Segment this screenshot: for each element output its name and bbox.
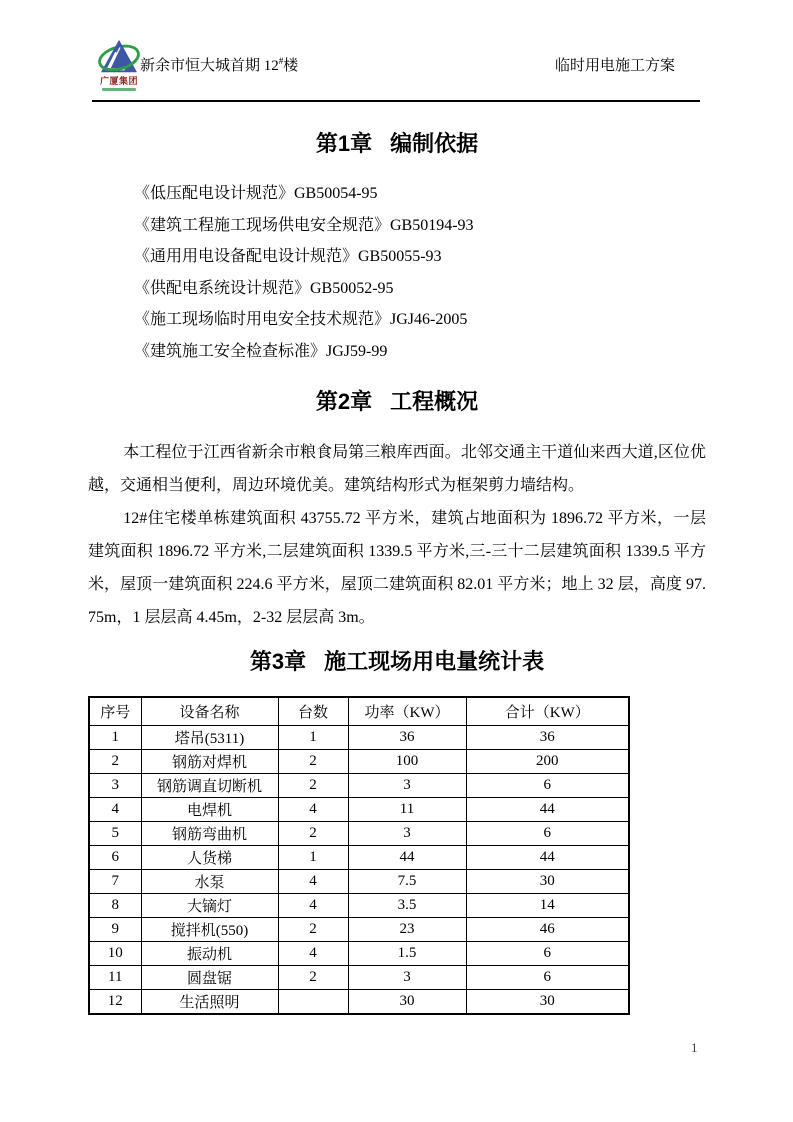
cell-equipment-name: 生活照明 xyxy=(141,990,278,1015)
cell-quantity: 2 xyxy=(278,774,348,798)
cell-index: 10 xyxy=(89,942,141,966)
cell-index: 11 xyxy=(89,966,141,990)
cell-power: 3 xyxy=(348,822,466,846)
cell-quantity: 2 xyxy=(278,966,348,990)
project-overview xyxy=(88,436,706,634)
cell-power: 23 xyxy=(348,918,466,942)
page-header xyxy=(92,38,700,102)
chapter1-title xyxy=(88,127,706,161)
cell-total: 6 xyxy=(466,966,629,990)
chapter2-number: 第2章 xyxy=(315,389,373,414)
chapter3-name: 施工现场用电量统计表 xyxy=(324,649,545,674)
cell-equipment-name: 人货梯 xyxy=(141,846,278,870)
cell-equipment-name: 钢筋调直切断机 xyxy=(141,774,278,798)
cell-equipment-name: 圆盘锯 xyxy=(141,966,278,990)
cell-power: 3 xyxy=(348,966,466,990)
cell-equipment-name: 钢筋对焊机 xyxy=(141,750,278,774)
cell-total: 46 xyxy=(466,918,629,942)
overview-paragraph: 12#住宅楼单栋建筑面积 43755.72 平方米，建筑占地面积为 1896.72 平方米，一层建筑面积 1896.72 平方米,二层建筑面积 1339.5 平方米,三-三十二层建筑面积 1339.5 平方米，屋顶一建筑面积 224.6 平方米，屋顶二建筑面积 82.01 平方米；地上 32 层，高度 97.75m，1 层层高 4.45m，2-32 层层高 3m。 xyxy=(88,510,706,626)
table-row xyxy=(89,798,629,822)
cell-equipment-name: 塔吊(5311) xyxy=(141,726,278,750)
cell-quantity: 4 xyxy=(278,798,348,822)
chapter3-number: 第3章 xyxy=(249,649,307,674)
col-header-equipment: 设备名称 xyxy=(141,697,278,726)
cell-total: 36 xyxy=(466,726,629,750)
cell-index: 3 xyxy=(89,774,141,798)
cell-index: 8 xyxy=(89,894,141,918)
cell-index: 2 xyxy=(89,750,141,774)
table-row xyxy=(89,894,629,918)
cell-total: 6 xyxy=(466,942,629,966)
cell-total: 30 xyxy=(466,870,629,894)
power-usage-table xyxy=(88,696,630,1015)
cell-quantity: 4 xyxy=(278,870,348,894)
chapter1-number: 第1章 xyxy=(315,131,373,156)
cell-power: 30 xyxy=(348,990,466,1015)
chapter2-name: 工程概况 xyxy=(390,389,479,414)
chapter2-title xyxy=(88,385,706,419)
cell-index: 1 xyxy=(89,726,141,750)
chapter1-name: 编制依据 xyxy=(390,131,479,156)
cell-total: 6 xyxy=(466,822,629,846)
cell-power: 3 xyxy=(348,774,466,798)
table-row xyxy=(89,942,629,966)
cell-equipment-name: 钢筋弯曲机 xyxy=(141,822,278,846)
cell-quantity: 2 xyxy=(278,750,348,774)
cell-quantity xyxy=(278,990,348,1015)
cell-total: 14 xyxy=(466,894,629,918)
cell-power: 36 xyxy=(348,726,466,750)
header-project-title-text: 新余市恒大城首期 12 xyxy=(140,58,279,74)
table-row xyxy=(89,870,629,894)
cell-index: 7 xyxy=(89,870,141,894)
reference-item: 《建筑工程施工现场供电安全规范》GB50194-93 xyxy=(134,216,474,234)
table-row xyxy=(89,918,629,942)
cell-index: 12 xyxy=(89,990,141,1015)
cell-total: 30 xyxy=(466,990,629,1015)
reference-item: 《低压配电设计规范》GB50054-95 xyxy=(134,185,378,202)
cell-power: 1.5 xyxy=(348,942,466,966)
table-row xyxy=(89,726,629,750)
overview-paragraph: 本工程位于江西省新余市粮食局第三粮库西面。北邻交通主干道仙来西大道,区位优越，交通相当便利，周边环境优美。建筑结构形式为框架剪力墙结构。 xyxy=(88,444,706,494)
cell-index: 6 xyxy=(89,846,141,870)
reference-item: 《施工现场临时用电安全技术规范》JGJ46-2005 xyxy=(134,311,468,328)
cell-quantity: 2 xyxy=(278,822,348,846)
col-header-count: 台数 xyxy=(278,697,348,726)
cell-power: 100 xyxy=(348,750,466,774)
cell-power: 7.5 xyxy=(348,870,466,894)
cell-quantity: 4 xyxy=(278,942,348,966)
table-row xyxy=(89,990,629,1015)
header-superscript: # xyxy=(278,56,284,66)
cell-quantity: 2 xyxy=(278,918,348,942)
header-project-title-suffix: 楼 xyxy=(283,58,299,74)
power-table-header xyxy=(89,697,629,726)
cell-total: 200 xyxy=(466,750,629,774)
col-header-power: 功率（KW） xyxy=(348,697,466,726)
col-header-total: 合计（KW） xyxy=(466,697,629,726)
cell-total: 44 xyxy=(466,798,629,822)
table-row xyxy=(89,846,629,870)
table-row xyxy=(89,822,629,846)
header-doc-type: 临时用电施工方案 xyxy=(554,58,675,74)
cell-equipment-name: 电焊机 xyxy=(141,798,278,822)
cell-index: 5 xyxy=(89,822,141,846)
logo-company-name: 广厦集团 xyxy=(99,76,138,86)
company-logo xyxy=(96,38,142,91)
header-project-title xyxy=(140,54,298,75)
cell-quantity: 1 xyxy=(278,726,348,750)
cell-power: 11 xyxy=(348,798,466,822)
cell-quantity: 4 xyxy=(278,894,348,918)
reference-item: 《建筑施工安全检查标准》JGJ59-99 xyxy=(134,342,388,360)
col-header-index: 序号 xyxy=(89,697,141,726)
cell-equipment-name: 振动机 xyxy=(141,942,278,966)
reference-item: 《供配电系统设计规范》GB50052-95 xyxy=(134,279,394,297)
cell-equipment-name: 水泵 xyxy=(141,870,278,894)
cell-quantity: 1 xyxy=(278,846,348,870)
cell-equipment-name: 搅拌机(550) xyxy=(141,918,278,942)
cell-power: 44 xyxy=(348,846,466,870)
reference-item: 《通用用电设备配电设计规范》GB50055-93 xyxy=(134,248,442,265)
table-header-row xyxy=(89,697,629,726)
cell-index: 4 xyxy=(89,798,141,822)
cell-index: 9 xyxy=(89,918,141,942)
page-number: 1 xyxy=(691,1040,698,1055)
table-row xyxy=(89,774,629,798)
cell-equipment-name: 大镝灯 xyxy=(141,894,278,918)
cell-total: 44 xyxy=(466,846,629,870)
cell-total: 6 xyxy=(466,774,629,798)
logo-subtext-line xyxy=(102,88,136,91)
table-row xyxy=(89,966,629,990)
chapter3-title xyxy=(88,645,706,679)
mountain-logo-icon xyxy=(97,38,141,76)
power-table-body xyxy=(89,726,629,1015)
table-row xyxy=(89,750,629,774)
cell-power: 3.5 xyxy=(348,894,466,918)
reference-list xyxy=(88,178,706,367)
